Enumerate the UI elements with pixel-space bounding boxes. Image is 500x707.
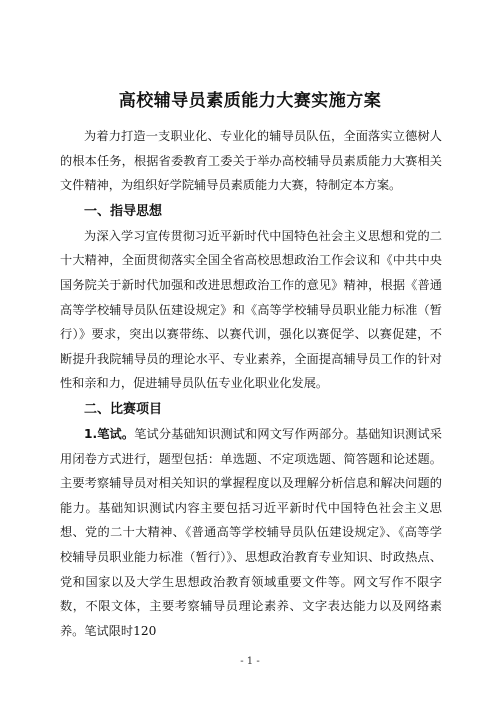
written-test-body: 笔试分基础知识测试和网文写作两部分。基础知识测试采用闭卷方式进行，题型包括：单选题、不定项选题、简答题和论述题。主要考察辅导员对相关知识的掌握程度以及理解分析信息和解决问题的能力。基础知识测试内容主要包括习近平新时代中国特色社会主义思想、党的二十大精神、《普通高等学校辅导员队伍建设规定》、《高等学校辅导员职业能力标准（暂行）》、思想政治教育专业知识、时政热点、党和国家以及大学生思想政治教育领域重要文件等。网文写作不限字数，不限文体，主要考察辅导员理论素养、文字表达能力以及网络素养。笔试限时120 xyxy=(60,426,442,638)
intro-paragraph: 为着力打造一支职业化、专业化的辅导员队伍，全面落实立德树人的根本任务，根据省委教育工委关于举办高校辅导员素质能力大赛相关文件精神，为组织好学院辅导员素质能力大赛，特制定本方案。 xyxy=(60,129,442,193)
written-test-paragraph xyxy=(60,422,442,643)
section-heading-guiding-ideology: 一、指导思想 xyxy=(84,203,163,219)
document-body xyxy=(60,124,442,643)
written-test-lead: 1.笔试。 xyxy=(84,426,135,441)
section-heading-competition-items: 二、比赛项目 xyxy=(84,401,163,417)
document-title: 高校辅导员素质能力大赛实施方案 xyxy=(118,91,382,111)
page-number: - 1 - xyxy=(240,656,260,667)
guiding-ideology-paragraph: 为深入学习宣传贯彻习近平新时代中国特色社会主义思想和党的二十大精神，全面贯彻落实全国全省高校思想政治工作会议和《中共中央国务院关于新时代加强和改进思想政治工作的意见》精神，根据《普通高等学校辅导员队伍建设规定》和《高等学校辅导员职业能力标准（暂行）》要求，突出以赛带练、以赛代训，强化以赛促学、以赛促建，不断提升我院辅导员的理论水平、专业素养，全面提高辅导员工作的针对性和亲和力，促进辅导员队伍专业化职业化发展。 xyxy=(60,228,442,391)
